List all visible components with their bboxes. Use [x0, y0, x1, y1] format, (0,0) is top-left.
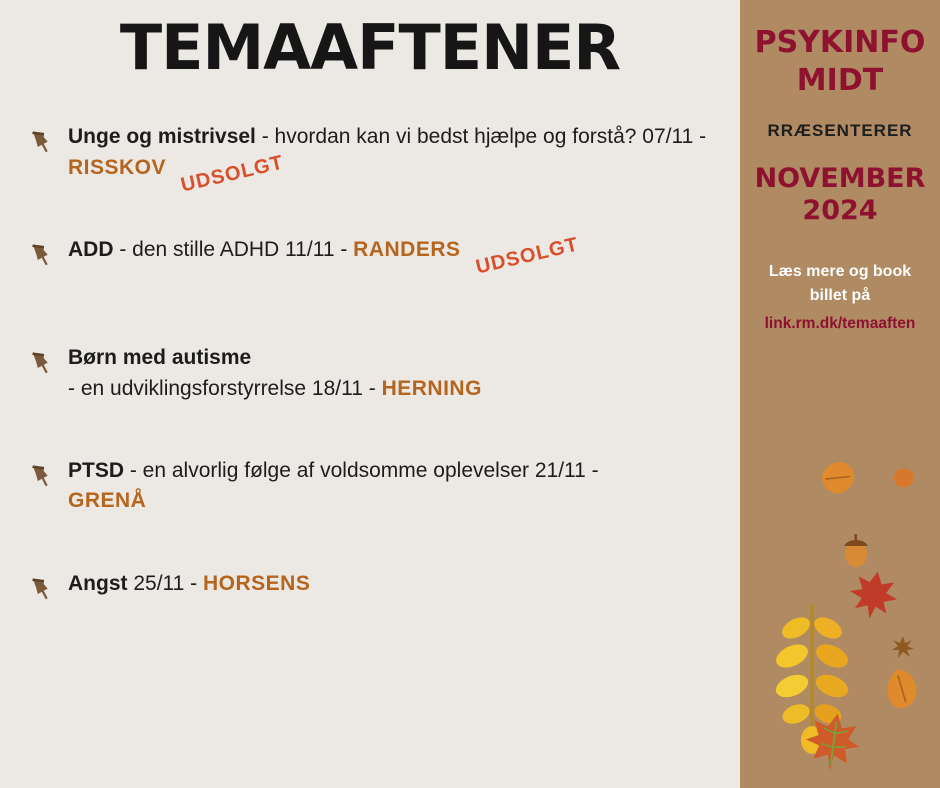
list-item[interactable] [0, 343, 740, 404]
event-description: - en udviklingsforstyrrelse 18/11 - [68, 376, 382, 400]
brand-line-1: PSYKINFO [754, 25, 926, 60]
event-description: - en alvorlig følge af voldsomme oplevelser 21/11 - [124, 458, 599, 482]
pushpin-icon [26, 460, 56, 490]
list-item[interactable] [0, 122, 740, 197]
booking-text: Læs mere og book billet på [768, 263, 912, 305]
event-title: Unge og mistrivsel [68, 125, 256, 149]
booking-link[interactable]: link.rm.dk/temaaften [764, 315, 916, 333]
event-description: - den stille ADHD 11/11 - [113, 238, 354, 262]
event-description: 25/11 - [127, 571, 203, 595]
event-title: ADD [68, 238, 114, 262]
event-text [68, 233, 720, 279]
event-list [0, 82, 740, 625]
month-label: NOVEMBER [754, 163, 926, 194]
event-description: - hvordan kan vi bedst hjælpe og forstå? 07/11 - [255, 125, 707, 149]
event-text [68, 122, 720, 197]
brand-title [750, 24, 930, 99]
event-text [68, 456, 720, 517]
event-city: HORSENS [203, 571, 311, 595]
status-badge: UDSOLGT [178, 151, 286, 197]
pushpin-icon [26, 347, 56, 377]
status-badge: UDSOLGT [473, 233, 581, 279]
list-item[interactable] [0, 235, 740, 291]
page-title: TEMAAFTENER [119, 11, 621, 84]
event-city: GRENÅ [68, 489, 147, 513]
event-title: Angst [68, 571, 128, 595]
year-label: 2024 [802, 195, 878, 227]
pushpin-icon [26, 573, 56, 603]
autumn-leaves-decoration [740, 440, 940, 788]
list-item[interactable] [0, 569, 740, 625]
event-city: RISSKOV [68, 155, 167, 179]
pushpin-icon [26, 126, 56, 156]
booking-info [750, 260, 930, 335]
event-city: RANDERS [353, 238, 461, 262]
event-text [68, 569, 720, 599]
event-text [68, 343, 720, 404]
sidebar [740, 0, 940, 788]
event-title: Børn med autisme [68, 346, 252, 370]
pushpin-icon [26, 239, 56, 269]
list-item[interactable] [0, 456, 740, 517]
brand-line-2: MIDT [796, 62, 884, 98]
event-city: HERNING [381, 376, 482, 400]
presents-label: RRÆSENTERER [767, 121, 913, 140]
event-title: PTSD [68, 458, 125, 482]
